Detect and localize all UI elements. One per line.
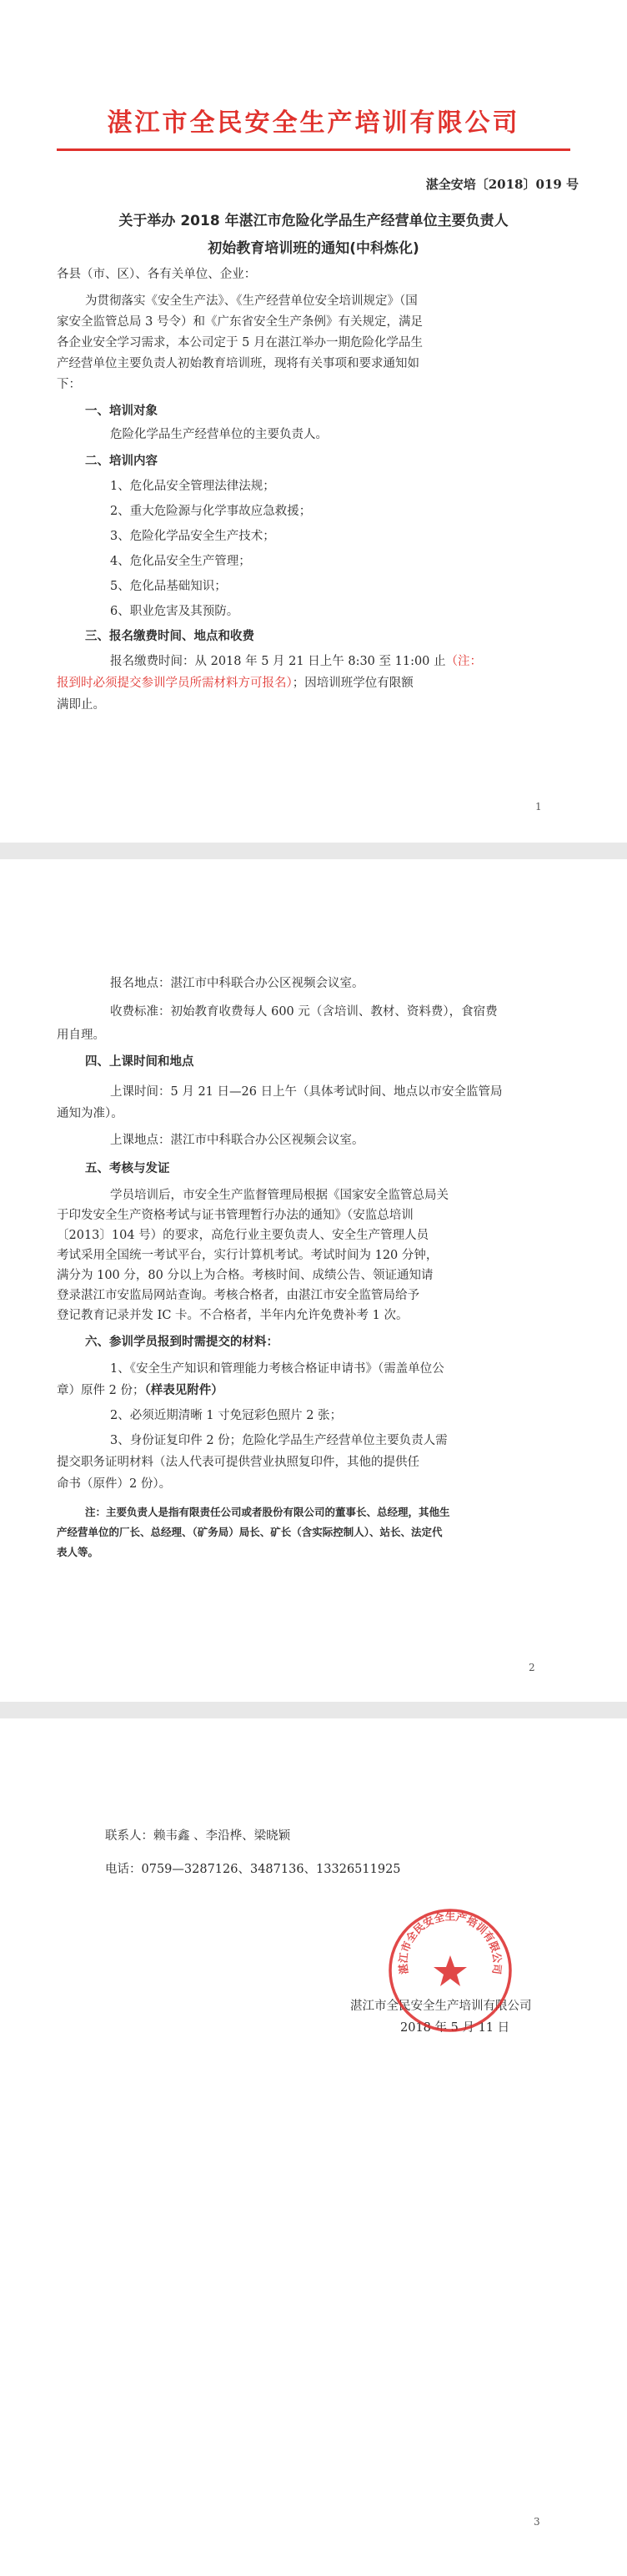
document-page-2	[0, 859, 627, 1702]
registration-note-red: 报到时必须提交参训学员所需材料方可报名）	[57, 677, 293, 690]
registration-time-text: 报名缴费时间：从 2018 年 5 月 21 日上午 8:30 至 11:00 止	[110, 655, 446, 668]
section-heading-2: 二、培训内容	[85, 454, 158, 468]
signature-org: 湛江市全民安全生产培训有限公司	[350, 2000, 532, 2013]
intro-line: 产经营单位主要负责人初始教育培训班，现将有关事项和要求通知如	[57, 357, 419, 370]
section-heading-4: 四、上课时间和地点	[85, 1054, 194, 1069]
content-item: 5、危化品基础知识；	[110, 580, 227, 593]
material-item-1: 1、《安全生产知识和管理能力考核合格证申请书》（需盖单位公	[110, 1362, 444, 1376]
material-item-2: 2、必须近期清晰 1 寸免冠彩色照片 2 张；	[110, 1409, 343, 1422]
material-text: 章）原件 2 份；	[57, 1384, 145, 1397]
material-item-1-cont	[57, 1381, 574, 1400]
exam-paragraph: 满分为 100 分，80 分以上为合格。考核时间、成绩公告、领证通知请	[57, 1269, 434, 1282]
page-number: 2	[529, 1662, 535, 1673]
section-heading-3: 三、报名缴费时间、地点和收费	[85, 629, 254, 643]
content-item: 3、危险化学品安全生产技术；	[110, 530, 275, 543]
material-sample-note: （样表见附件）	[144, 1383, 223, 1397]
official-seal	[384, 1904, 517, 2037]
fee-standard: 收费标准：初始教育收费每人 600 元（含培训、教材、资料费），食宿费	[110, 1005, 498, 1019]
intro-line: 为贯彻落实《安全生产法》、《生产经营单位安全培训规定》（国	[85, 294, 418, 308]
page-number: 1	[535, 801, 542, 813]
exam-paragraph: 登录湛江市安监局网站查询。考核合格者，由湛江市安全监管局给予	[57, 1289, 419, 1302]
content-item: 1、危化品安全管理法律法规；	[110, 480, 275, 493]
registration-time-end: 满即止。	[57, 698, 105, 712]
section-heading-5: 五、考核与发证	[85, 1161, 170, 1175]
contact-phone: 电话：0759—3287126、3487136、13326511925	[105, 1863, 401, 1876]
exam-paragraph: 考试采用全国统一考试平台，实行计算机考试。考试时间为 120 分钟，	[57, 1249, 439, 1262]
exam-paragraph: 于印发安全生产资格考试与证书管理暂行办法的通知》（安监总培训	[57, 1209, 414, 1222]
exam-paragraph: 〔2013〕104 号）的要求，高危行业主要负责人、安全生产管理人员	[57, 1229, 429, 1242]
exam-paragraph: 学员培训后，市安全生产监督管理局根据《国家安全监管总局关	[110, 1189, 449, 1202]
page-number: 3	[534, 2516, 540, 2528]
fee-standard-cont: 用自理。	[57, 1029, 105, 1042]
class-time: 上课时间：5 月 21 日—26 日上午（具体考试时间、地点以市安全监管局	[110, 1085, 503, 1099]
intro-line: 下：	[57, 378, 81, 391]
section-heading-6: 六、参训学员报到时需提交的材料：	[85, 1335, 278, 1349]
contact-persons: 联系人：赖韦鑫 、李沿桦、梁晓颖	[105, 1829, 291, 1843]
class-time-cont: 通知为准）。	[57, 1107, 123, 1120]
notice-title-line-1: 关于举办 2018 年湛江市危险化学品生产经营单位主要负责人	[118, 213, 509, 229]
footnote: 注：主要负责人是指有限责任公司或者股份有限公司的董事长、总经理，其他生	[85, 1506, 450, 1518]
seal-text: 湛江市全民安全生产培训有限公司	[396, 1909, 504, 1975]
document-page-1	[0, 0, 627, 843]
section-heading-1: 一、培训对象	[85, 404, 158, 418]
content-item: 2、重大危险源与化学事故应急救援；	[110, 505, 312, 518]
intro-line: 各企业安全学习需求，本公司定于 5 月在湛江举办一期危险化学品生	[57, 336, 423, 350]
class-place: 上课地点：湛江市中科联合办公区视频会议室。	[110, 1134, 364, 1147]
material-item-3-cont: 提交职务证明材料（法人代表可提供营业执照复印件，其他的提供任	[57, 1456, 419, 1469]
registration-place: 报名地点：湛江市中科联合办公区视频会议室。	[110, 977, 364, 990]
footnote-cont: 产经营单位的厂长、总经理、（矿务局）局长、矿长（含实际控制人）、站长、法定代	[57, 1526, 443, 1538]
material-item-3: 3、身份证复印件 2 份；危险化学品生产经营单位主要负责人需	[110, 1434, 448, 1447]
content-item: 6、职业危害及其预防。	[110, 605, 239, 618]
material-item-3-end: 命书（原件）2 份）。	[57, 1477, 172, 1491]
section-1-body: 危险化学品生产经营单位的主要负责人。	[110, 428, 328, 441]
notice-title-line-2: 初始教育培训班的通知(中科炼化)	[208, 240, 419, 257]
footnote-end: 表人等。	[57, 1546, 99, 1558]
document-number: 湛全安培〔2018〕019 号	[425, 177, 579, 192]
registration-time-text: ；因培训班学位有限额	[292, 677, 414, 690]
letterhead-divider	[57, 148, 570, 151]
registration-time	[110, 652, 577, 671]
letterhead-title: 湛江市全民安全生产培训有限公司	[107, 108, 520, 138]
registration-note-red: （注：	[445, 655, 483, 668]
intro-line: 家安全监管总局 3 号令）和《广东省安全生产条例》有关规定，满足	[57, 315, 423, 329]
salutation: 各县（市、区）、各有关单位、企业：	[57, 268, 257, 281]
registration-time-cont	[57, 674, 574, 692]
exam-paragraph: 登记教育记录并发 IC 卡。不合格者，半年内允许免费补考 1 次。	[57, 1309, 409, 1322]
signature-date: 2018 年 5 月 11 日	[400, 2021, 510, 2035]
document-page-3	[0, 1718, 627, 2576]
content-item: 4、危化品安全生产管理；	[110, 555, 251, 568]
